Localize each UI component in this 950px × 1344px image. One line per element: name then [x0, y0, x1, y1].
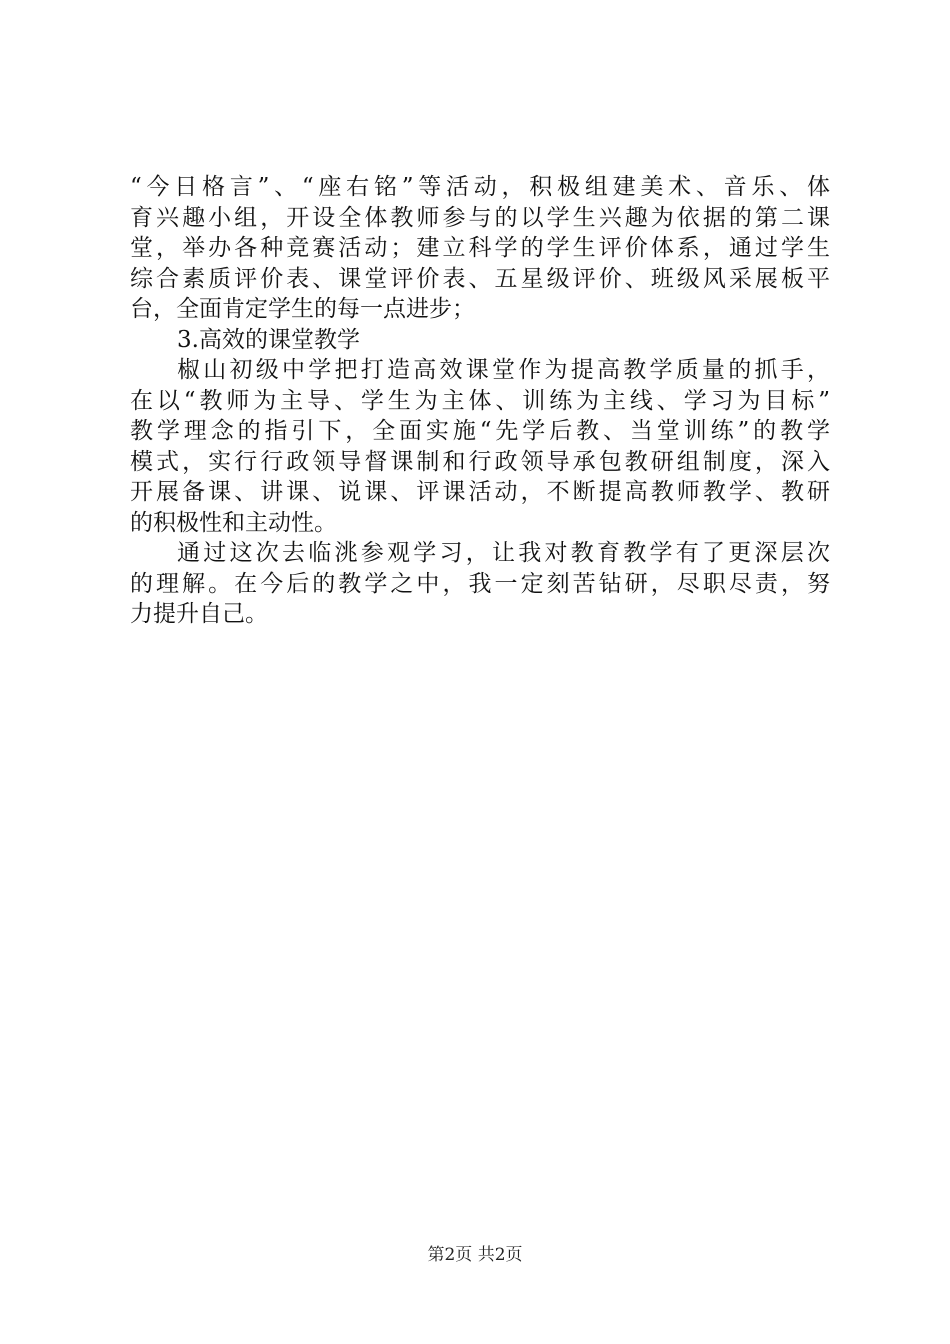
text-line-8: 在以“教师为主导、学生为主体、训练为主线、学习为目标” [130, 387, 830, 414]
text-line-9: 教学理念的指引下，全面实施“先学后教、当堂训练”的教学 [130, 418, 830, 444]
document-body [130, 172, 830, 630]
text-line-2: 育兴趣小组，开设全体教师参与的以学生兴趣为依据的第二课 [130, 204, 830, 231]
text-line-10: 模式，实行行政领导督课制和行政领导承包教研组制度，深入 [130, 448, 830, 475]
text-line-3: 堂，举办各种竞赛活动；建立科学的学生评价体系，通过学生 [130, 235, 830, 261]
text-line-14: 的理解。在今后的教学之中，我一定刻苦钻研，尽职尽责，努 [130, 570, 830, 597]
text-line-12: 的积极性和主动性。 [130, 509, 337, 536]
text-line-15: 力提升自己。 [130, 601, 268, 627]
text-line-11: 开展备课、讲课、说课、评课活动，不断提高教师教学、教研 [130, 479, 830, 505]
text-line-13: 通过这次去临洮参观学习，让我对教育教学有了更深层次 [177, 540, 830, 566]
text-line-7: 椒山初级中学把打造高效课堂作为提高教学质量的抓手， [177, 357, 830, 383]
page-footer [0, 1244, 950, 1266]
text-line-5: 台，全面肯定学生的每一点进步； [130, 296, 475, 322]
page-number-label: 第2页 共2页 [427, 1245, 523, 1265]
section-heading: 3.高效的课堂教学 [177, 326, 360, 353]
text-line-1: “今日格言”、“座右铭”等活动，积极组建美术、音乐、体 [130, 174, 830, 200]
text-line-4: 综合素质评价表、课堂评价表、五星级评价、班级风采展板平 [130, 265, 830, 292]
